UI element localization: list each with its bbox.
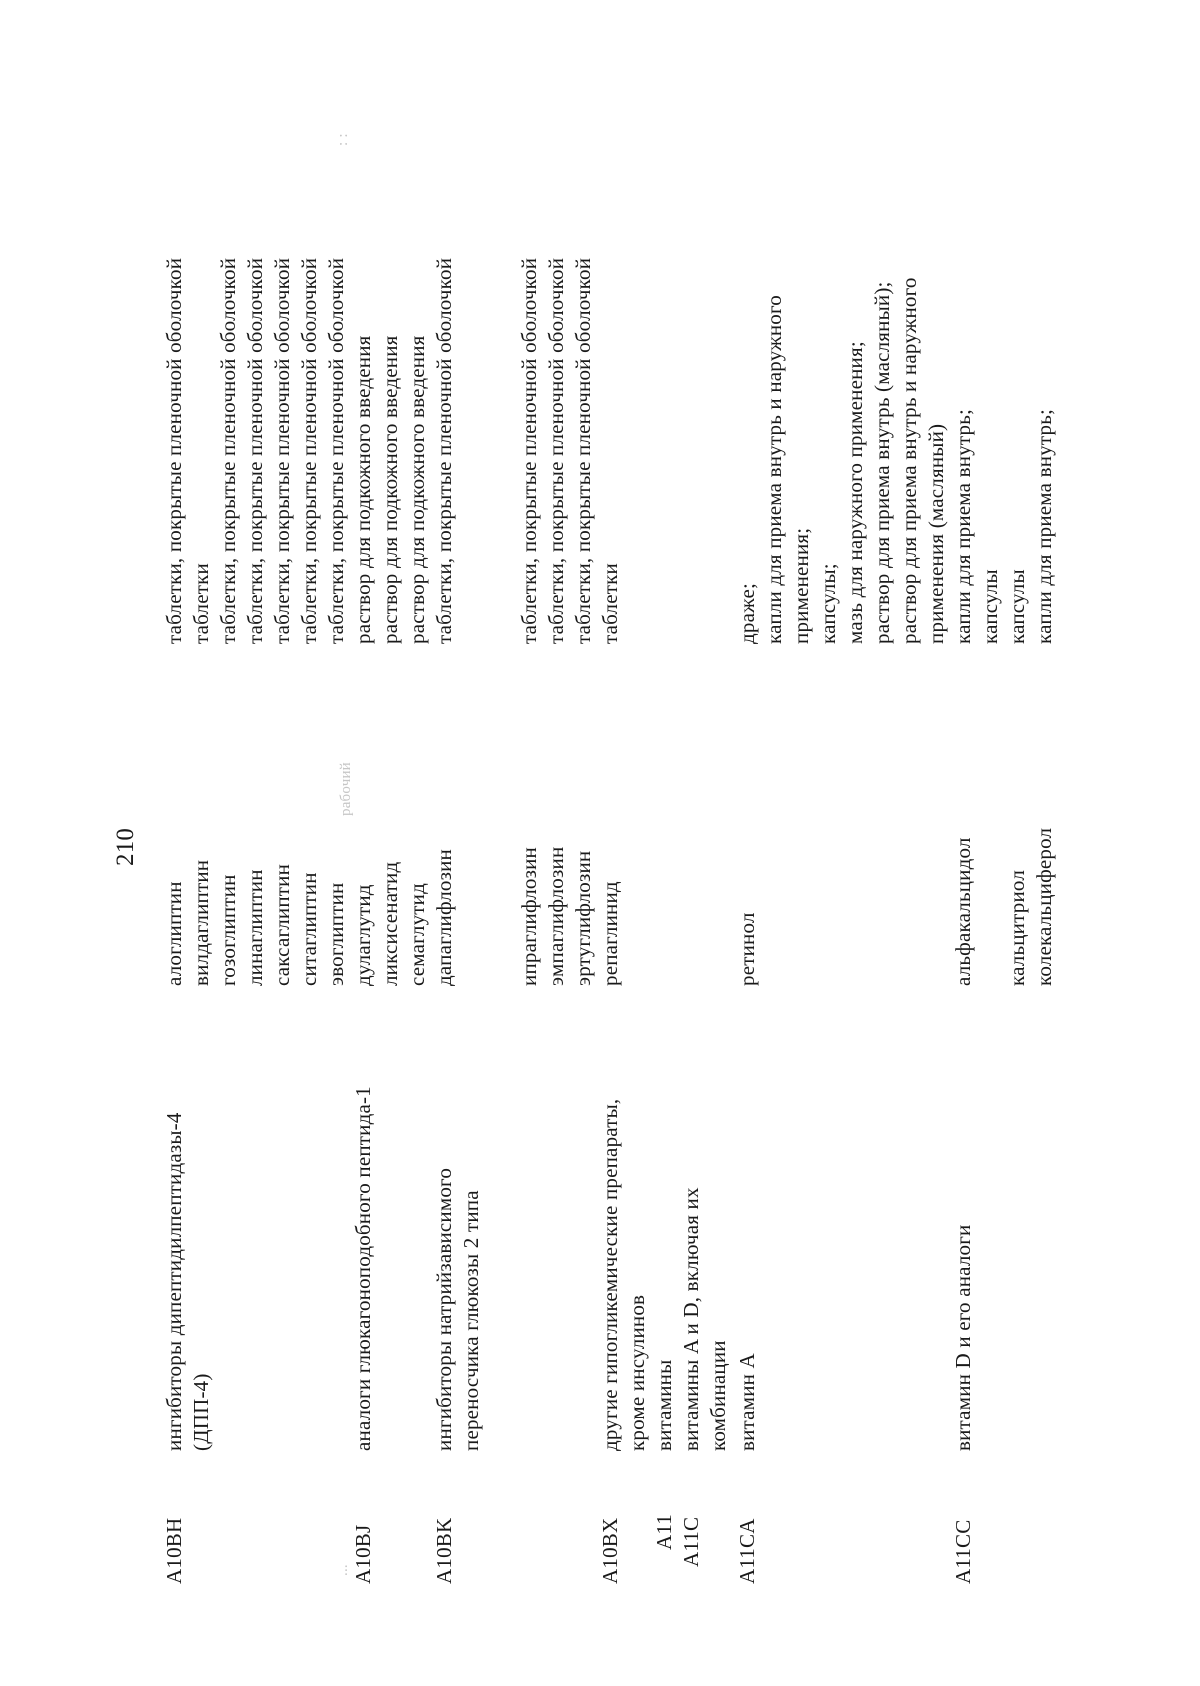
dosage-form: таблетки	[598, 563, 622, 644]
group-line: кроме инсулинов	[625, 1294, 649, 1451]
dosage-form: таблетки, покрытые пленочной оболочкой	[297, 257, 321, 644]
drug-name: эртуглифлозин	[571, 850, 595, 986]
dosage-form: применения (масляный)	[924, 423, 948, 644]
dosage-form: таблетки, покрытые пленочной оболочкой	[324, 257, 348, 644]
group-line: витамины A и D, включая их	[679, 1187, 703, 1451]
dosage-form: таблетки, покрытые пленочной оболочкой	[571, 257, 595, 644]
code-a11c: A11C	[679, 1516, 703, 1567]
group-line: комбинации	[706, 1340, 730, 1451]
dosage-form: раствор для подкожного введения	[405, 335, 429, 644]
drug-name: кальцитриол	[1005, 870, 1029, 986]
dosage-form: мазь для наружного применения;	[843, 341, 867, 644]
dosage-form: раствор для подкожного введения	[351, 335, 375, 644]
group-line: другие гипогликемические препараты,	[598, 1098, 622, 1451]
dosage-form: таблетки, покрытые пленочной оболочкой	[216, 257, 240, 644]
code-a11cc: A11CC	[951, 1519, 975, 1584]
group-line: аналоги глюкагоноподобного пептида-1	[351, 1086, 375, 1451]
dosage-form: капсулы	[978, 569, 1002, 644]
drug-name: эвоглиптин	[324, 882, 348, 986]
drug-name: саксаглиптин	[270, 863, 294, 986]
dosage-form: применения;	[789, 527, 813, 644]
dosage-form: таблетки, покрытые пленочной оболочкой	[162, 257, 186, 644]
dosage-form: капли для приема внутрь;	[1032, 408, 1056, 644]
dosage-form: таблетки, покрытые пленочной оболочкой	[243, 257, 267, 644]
dosage-form: таблетки, покрытые пленочной оболочкой	[432, 257, 456, 644]
scan-artifact-text: рабочий	[338, 762, 354, 816]
dosage-form: капсулы;	[816, 563, 840, 644]
drug-name: вилдаглиптин	[189, 859, 213, 986]
group-line: (ДПП-4)	[189, 1373, 213, 1451]
dosage-form: таблетки, покрытые пленочной оболочкой	[517, 257, 541, 644]
dosage-form: раствор для приема внутрь и наружного	[897, 277, 921, 644]
drug-name: гозоглиптин	[216, 874, 240, 986]
code-a11ca: A11CA	[735, 1518, 759, 1584]
dosage-form: капсулы	[1005, 569, 1029, 644]
drug-name: колекальциферол	[1032, 827, 1056, 986]
page-number: 210	[112, 827, 139, 866]
group-line: ингибиторы натрийзависимого	[432, 1167, 456, 1451]
drug-name: ликсисенатид	[378, 861, 402, 986]
dosage-form: таблетки	[189, 563, 213, 644]
dosage-form: таблетки, покрытые пленочной оболочкой	[270, 257, 294, 644]
group-line: витамин A	[735, 1353, 759, 1451]
drug-name: дапаглифлозин	[432, 849, 456, 986]
drug-name: ситаглиптин	[297, 872, 321, 986]
group-line: ингибиторы дипептидилпептидазы-4	[162, 1112, 186, 1451]
drug-name: эмпаглифлозин	[544, 846, 568, 986]
dosage-form: раствор для подкожного введения	[378, 335, 402, 644]
scan-artifact-text: ...	[335, 1564, 351, 1576]
code-a10bx: A10BX	[598, 1517, 622, 1584]
code-a10bh: A10BH	[162, 1517, 186, 1584]
drug-name: ипраглифлозин	[517, 847, 541, 986]
code-a10bj: A10BJ	[351, 1524, 375, 1584]
group-line: витамины	[652, 1359, 676, 1451]
drug-name: репаглинид	[598, 881, 622, 986]
group-line: переносчика глюкозы 2 типа	[459, 1190, 483, 1451]
drug-name: алоглиптин	[162, 881, 186, 986]
drug-name: дулаглутид	[351, 884, 375, 986]
group-line: витамин D и его аналоги	[951, 1224, 975, 1451]
drug-name: семаглутид	[405, 883, 429, 986]
drug-name: линаглиптин	[243, 869, 267, 986]
drug-name: ретинол	[735, 912, 759, 986]
code-a10bk: A10BK	[432, 1517, 456, 1584]
dosage-form: драже;	[735, 582, 759, 644]
dosage-form: капли для приема внутрь и наружного	[762, 295, 786, 644]
drug-name: альфакальцидол	[951, 837, 975, 986]
dosage-form: таблетки, покрытые пленочной оболочкой	[544, 257, 568, 644]
dosage-form: раствор для приема внутрь (масляный);	[870, 281, 894, 644]
dosage-form: капли для приема внутрь;	[951, 408, 975, 644]
code-a11: A11	[652, 1514, 676, 1550]
scan-artifact-text: : :	[335, 133, 351, 146]
